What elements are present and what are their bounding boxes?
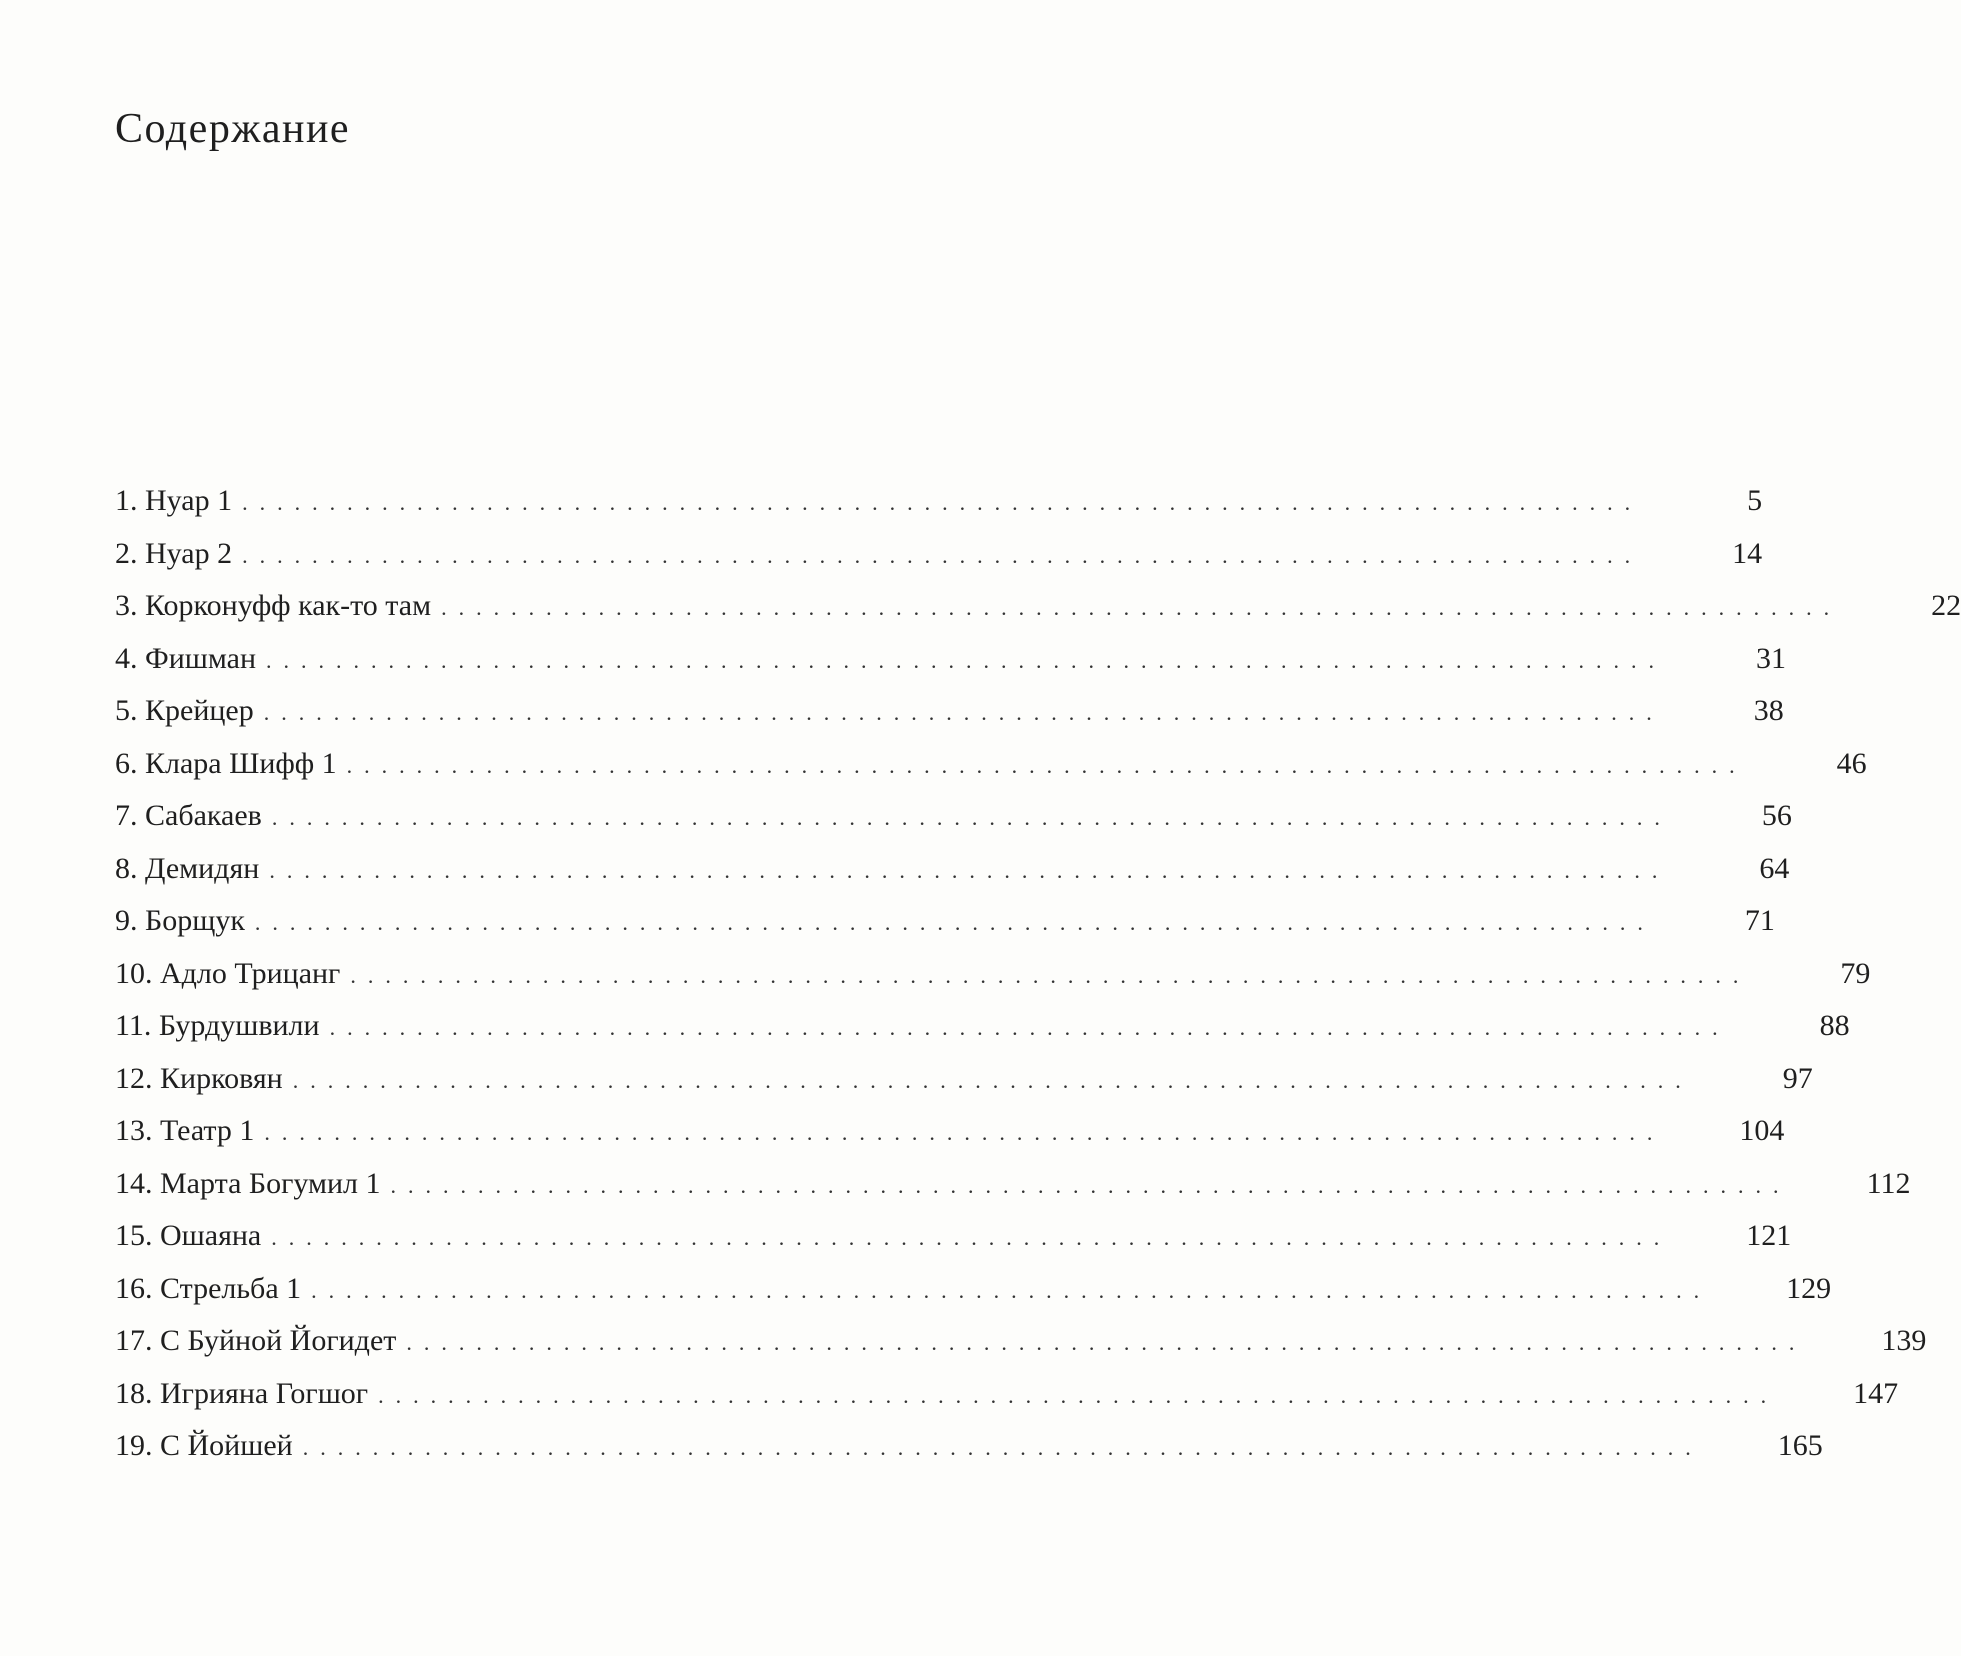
dot-leader: ................................................................................ <box>271 805 1672 830</box>
dot-leader: ................................................................................ <box>378 1382 1779 1408</box>
toc-entry-page: 147 <box>1853 1376 1899 1410</box>
toc-entry-title: 1. Нуар 1 <box>115 484 233 517</box>
toc-entry <box>115 1271 1832 1324</box>
dot-leader: ................................................................................ <box>350 962 1751 988</box>
dot-leader: ................................................................................ <box>292 1067 1693 1093</box>
toc-entry-title: 13. Театр 1 <box>115 1114 255 1147</box>
toc-entry <box>115 903 1775 956</box>
toc-entry-title: 15. Ошаяна <box>115 1219 262 1252</box>
toc-entry-page: 129 <box>1786 1271 1832 1305</box>
toc-entry-title: 6. Клара Шифф 1 <box>115 746 337 780</box>
toc-entry <box>115 483 1763 536</box>
toc-entry-page: 5 <box>1747 484 1763 517</box>
toc-entry <box>115 956 1871 1009</box>
toc-entry <box>115 1061 1813 1114</box>
toc-entry <box>115 588 1961 641</box>
dot-leader: ................................................................................ <box>390 1172 1791 1198</box>
toc-entry-title: 5. Крейцер <box>115 694 254 727</box>
toc-entry-page: 56 <box>1761 799 1792 832</box>
toc-entry-title: 10. Адло Трицанг <box>115 956 341 990</box>
toc-entry-page: 165 <box>1777 1429 1823 1462</box>
toc-entry-page: 97 <box>1782 1061 1813 1095</box>
toc-entry <box>115 536 1763 589</box>
dot-leader: ................................................................................ <box>441 595 1842 620</box>
toc-entry <box>115 641 1787 694</box>
dot-leader: ................................................................................ <box>266 647 1667 673</box>
toc-entry <box>115 1166 1911 1219</box>
dot-leader: ................................................................................ <box>242 542 1643 568</box>
toc-entry-title: 17. С Буйной Йогидет <box>115 1324 397 1357</box>
toc-entry-title: 14. Марта Богумил 1 <box>115 1166 381 1200</box>
toc-entry <box>115 798 1792 851</box>
toc-entry-title: 2. Нуар 2 <box>115 536 233 570</box>
toc-entry-title: 11. Бурдушвили <box>115 1009 320 1042</box>
toc-entry-page: 46 <box>1836 746 1867 780</box>
toc-entry <box>115 851 1790 904</box>
toc-entry-page: 64 <box>1759 851 1790 885</box>
toc-entry-title: 8. Демидян <box>115 851 260 885</box>
toc-entry-title: 19. С Йойшей <box>115 1429 293 1462</box>
toc-entry <box>115 1323 1927 1376</box>
dot-leader: ................................................................................ <box>311 1277 1712 1303</box>
toc-entry-page: 88 <box>1819 1009 1850 1042</box>
toc-entry <box>115 1376 1899 1429</box>
toc-entry-page: 104 <box>1739 1114 1785 1147</box>
dot-leader: ................................................................................ <box>302 1435 1703 1460</box>
toc-entry-page: 112 <box>1866 1166 1911 1200</box>
toc-entry-page: 121 <box>1746 1219 1792 1252</box>
toc-entry <box>115 1218 1792 1271</box>
dot-leader: ................................................................................ <box>406 1330 1807 1355</box>
dot-leader: ................................................................................ <box>329 1015 1730 1040</box>
toc-entry-title: 16. Стрельба 1 <box>115 1271 302 1305</box>
toc-entry-page: 38 <box>1753 694 1784 727</box>
toc-entry-page: 31 <box>1756 641 1787 675</box>
toc-entry-page: 22 <box>1931 589 1961 622</box>
toc-entry-page: 139 <box>1881 1324 1927 1357</box>
toc-entry-title: 18. Игрияна Гогшог <box>115 1376 369 1410</box>
toc-entry-title: 12. Кирковян <box>115 1061 283 1095</box>
toc-entry <box>115 1008 1850 1061</box>
dot-leader: ................................................................................ <box>271 1225 1672 1250</box>
dot-leader: ................................................................................ <box>263 700 1664 725</box>
toc-entry-page: 14 <box>1732 536 1763 570</box>
page-title: Содержание <box>115 106 351 152</box>
toc-entry-title: 7. Сабакаев <box>115 799 262 832</box>
dot-leader: ................................................................................ <box>264 1120 1665 1145</box>
dot-leader: ................................................................................ <box>346 752 1747 778</box>
dot-leader: ................................................................................ <box>254 910 1655 935</box>
dot-leader: ................................................................................ <box>242 490 1643 515</box>
table-of-contents <box>115 483 1961 1481</box>
toc-entry-title: 3. Корконуфф как-то там <box>115 589 432 622</box>
toc-entry <box>115 1428 1823 1481</box>
toc-entry <box>115 746 1867 799</box>
toc-entry <box>115 1113 1785 1166</box>
toc-entry-page: 79 <box>1840 956 1871 990</box>
toc-entry-title: 4. Фишман <box>115 641 257 675</box>
toc-entry-title: 9. Борщук <box>115 904 245 937</box>
toc-entry <box>115 693 1784 746</box>
toc-entry-page: 71 <box>1744 904 1775 937</box>
dot-leader: ................................................................................ <box>269 857 1670 883</box>
